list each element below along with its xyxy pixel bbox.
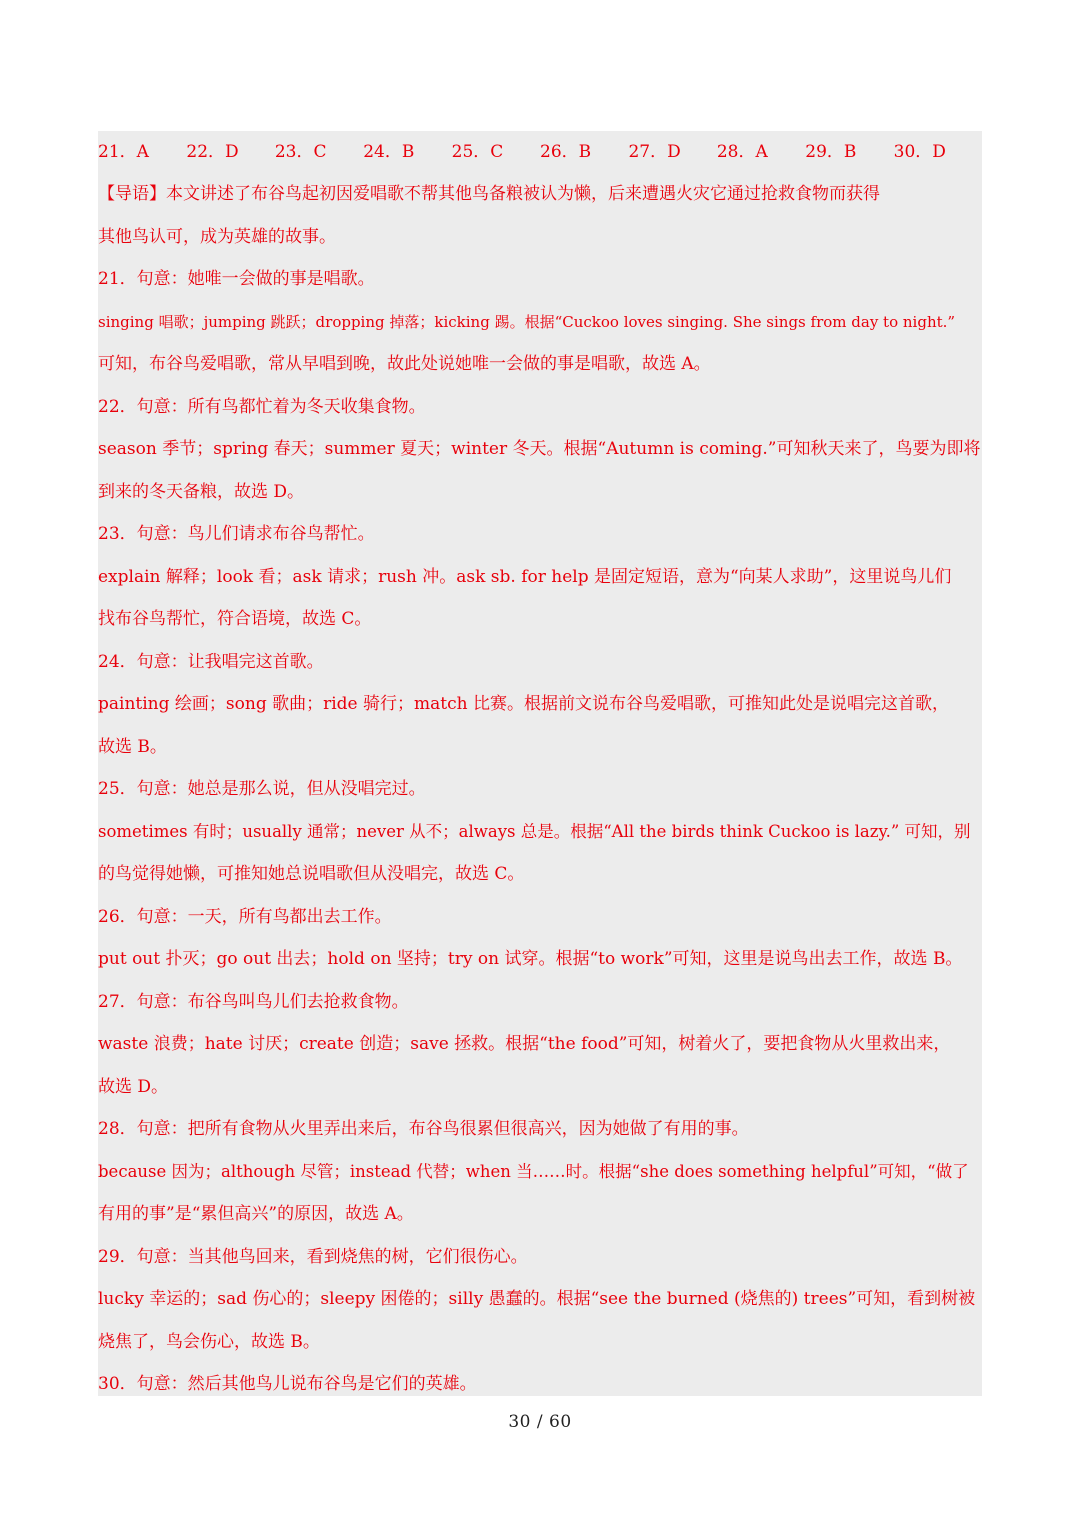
- answer-key-item: 23．C: [274, 142, 327, 162]
- explanation-line: 可知，布谷鸟爱唱歌，常从早唱到晚，故此处说她唯一会做的事是唱歌，故选 A。: [98, 354, 711, 374]
- explanation-line: lucky 幸运的；sad 伤心的；sleepy 困倦的；silly 愚蠢的。根据“see the burned (烧焦的) trees”可知，看到树被: [98, 1289, 976, 1309]
- answer-key-item: 30．D: [893, 142, 946, 162]
- answer-key-item: 21．A: [98, 142, 149, 162]
- answer-key-item: 28．A: [716, 142, 768, 162]
- explanation-line: 找布谷鸟帮忙，符合语境，故选 C。: [98, 609, 372, 629]
- explanation-line: season 季节；spring 春天；summer 夏天；winter 冬天。根据“Autumn is coming.”可知秋天来了，鸟要为即将: [98, 439, 981, 459]
- explanation-line: 27．句意：布谷鸟叫鸟儿们去抢救食物。: [98, 991, 409, 1012]
- answer-key-item: 27．D: [628, 142, 681, 162]
- answer-explanation-block: [98, 131, 982, 1396]
- explanation-line: 的鸟觉得她懒，可推知她总说唱歌但从没唱完，故选 C。: [98, 864, 525, 884]
- explanation-line: 21．句意：她唯一会做的事是唱歌。: [98, 269, 375, 289]
- explanation-line: 有用的事”是“累但高兴”的原因，故选 A。: [98, 1204, 414, 1224]
- answer-key-item: 22．D: [186, 142, 239, 162]
- answer-key-item: 24．B: [363, 142, 415, 162]
- explanation-line: waste 浪费；hate 讨厌；create 创造；save 拯救。根据“the food”可知，树着火了，要把食物从火里救出来，: [98, 1034, 951, 1054]
- explanation-line: 29．句意：当其他鸟回来，看到烧焦的树，它们很伤心。: [98, 1246, 528, 1267]
- answer-key-row: [98, 136, 982, 168]
- explanation-line: 24．句意：让我唱完这首歌。: [98, 651, 324, 672]
- explanation-line: 故选 B。: [98, 736, 167, 757]
- explanation-line: because 因为；although 尽管；instead 代替；when 当……时。根据“she does something helpful”可知，“做了: [98, 1161, 969, 1181]
- explanation-line: sometimes 有时；usually 通常；never 从不；always 总是。根据“All the birds think Cuckoo is lazy.” 可知，别: [98, 821, 971, 841]
- explanation-line: 28．句意：把所有食物从火里弄出来后，布谷鸟很累但很高兴，因为她做了有用的事。: [98, 1119, 749, 1139]
- explanation-line: put out 扑灭；go out 出去；hold on 坚持；try on 试穿。根据“to work”可知，这里是说鸟出去工作，故选 B。: [98, 949, 963, 969]
- explanation-line: singing 唱歌；jumping 跳跃；dropping 掉落；kicking 踢。根据“Cuckoo loves singing. She sings from day to night.”: [98, 312, 956, 331]
- explanation-line: 其他鸟认可，成为英雄的故事。: [98, 226, 336, 247]
- page-number: 30 / 60: [508, 1412, 572, 1432]
- explanation-line: 23．句意：鸟儿们请求布谷鸟帮忙。: [98, 524, 375, 544]
- answer-key-item: 29．B: [805, 142, 857, 162]
- explanation-line: 26．句意：一天，所有鸟都出去工作。: [98, 906, 392, 927]
- explanation-line: 25．句意：她总是那么说，但从没唱完过。: [98, 779, 426, 799]
- explanation-line: explain 解释；look 看；ask 请求；rush 冲。ask sb. for help 是固定短语，意为“向某人求助”，这里说鸟儿们: [98, 566, 952, 587]
- explanation-line: 【导语】本文讲述了布谷鸟起初因爱唱歌不帮其他鸟备粮被认为懒，后来遭遇火灾它通过抢救食物而获得: [98, 184, 880, 204]
- explanation-line: 22．句意：所有鸟都忙着为冬天收集食物。: [98, 396, 426, 417]
- explanation-line: 烧焦了，鸟会伤心，故选 B。: [98, 1331, 320, 1352]
- explanation-line: 30．句意：然后其他鸟儿说布谷鸟是它们的英雄。: [98, 1374, 477, 1394]
- explanation-line: painting 绘画；song 歌曲；ride 骑行；match 比赛。根据前文说布谷鸟爱唱歌，可推知此处是说唱完这首歌，: [98, 694, 949, 714]
- answer-key-item: 25．C: [451, 142, 504, 162]
- answer-key-item: 26．B: [540, 142, 592, 162]
- explanation-line: 到来的冬天备粮，故选 D。: [98, 481, 305, 502]
- explanation-line: 故选 D。: [98, 1076, 169, 1097]
